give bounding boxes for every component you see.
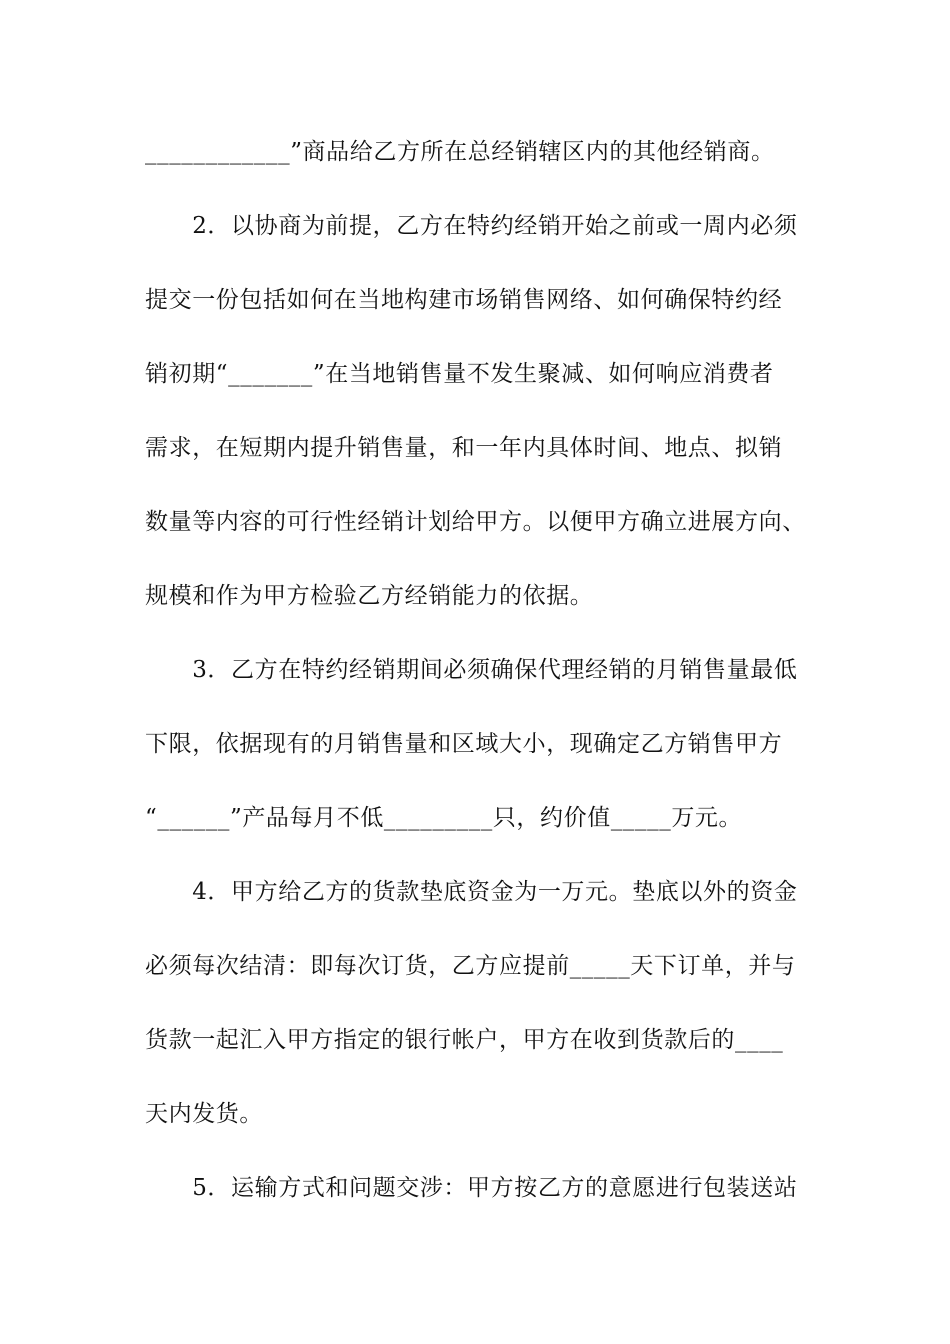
text-line: 下限，依据现有的月销售量和区域大小，现确定乙方销售甲方 — [145, 731, 783, 757]
text-line: 规模和作为甲方检验乙方经销能力的依据。 — [145, 583, 594, 609]
text-line: 4．甲方给乙方的货款垫底资金为一万元。垫底以外的资金 — [145, 879, 798, 905]
text-line: 2．以协商为前提，乙方在特约经销开始之前或一周内必须 — [145, 213, 798, 239]
text-line: 提交一份包括如何在当地构建市场销售网络、如何确保特约经 — [145, 287, 783, 313]
text-line: 需求，在短期内提升销售量，和一年内具体时间、地点、拟销 — [145, 435, 783, 461]
text-line: 3．乙方在特约经销期间必须确保代理经销的月销售量最低 — [145, 657, 798, 683]
text-line: 销初期“_______”在当地销售量不发生聚减、如何响应消费者 — [145, 361, 774, 387]
text-line: “______”产品每月不低_________只，约价值_____万元。 — [145, 805, 743, 831]
text-line: 5．运输方式和问题交涉：甲方按乙方的意愿进行包装送站 — [145, 1175, 798, 1201]
text-line: 必须每次结清：即每次订货，乙方应提前_____天下订单，并与 — [145, 953, 796, 979]
text-line: 天内发货。 — [145, 1101, 263, 1127]
text-line: 数量等内容的可行性经销计划给甲方。以便甲方确立进展方向、 — [145, 509, 806, 535]
text-line: 货款一起汇入甲方指定的银行帐户，甲方在收到货款后的____ — [145, 1027, 784, 1053]
text-line: ____________”商品给乙方所在总经销辖区内的其他经销商。 — [145, 139, 775, 165]
